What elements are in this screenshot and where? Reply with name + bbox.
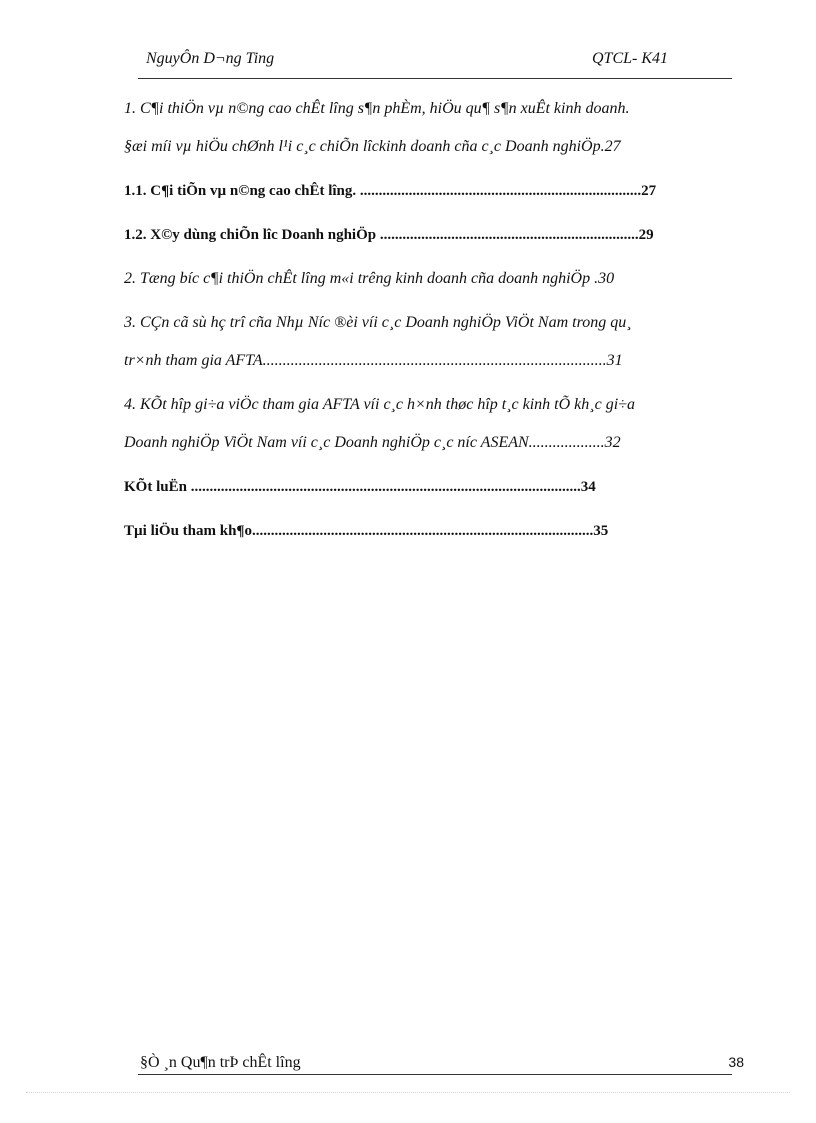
toc-entry-3-leader: ...................................................................................... — [262, 352, 607, 369]
toc-entry-4-line-2-title: Doanh nghiÖp ViÖt Nam víi c¸c Doanh nghiÖp c¸c níc ASEAN — [124, 434, 529, 451]
toc-entry-1-2-page: 29 — [638, 227, 654, 243]
page-number: 38 — [728, 1054, 744, 1070]
toc-entry-1-2-leader: ..................................................................... — [379, 227, 639, 243]
toc-entry-conclusion-leader: ........................................................................................................ — [190, 479, 581, 495]
toc-entry-1-line-1: 1. C¶i thiÖn vµ n©ng cao chÊt lîng s¶n phÈm, hiÖu qu¶ s¶n xuÊt kinh doanh. — [124, 100, 630, 117]
toc-entry-conclusion-title: KÕt luËn — [124, 479, 191, 495]
toc-entry-3-line-1: 3. CÇn cã sù hç trî cña Nhµ Níc ®èi víi c¸c Doanh nghiÖp ViÖt Nam trong qu¸ — [124, 314, 632, 331]
toc-entry-references-leader: ........................................................................................... — [252, 523, 594, 539]
toc-entry-3-line-2 — [124, 346, 744, 376]
toc-entry-4-line-1: 4. KÕt hîp gi÷a viÖc tham gia AFTA víi c¸c h×nh thøc hîp t¸c kinh tÕ kh¸c gi÷a — [124, 396, 635, 413]
toc-entry-1-1 — [124, 176, 744, 206]
footer-title: §Ò ¸n Qu¶n trÞ chÊt lîng — [140, 1054, 301, 1071]
toc-entry-4-line-2 — [124, 428, 744, 458]
toc-entry-3-line-2-title: tr×nh tham gia AFTA — [124, 352, 263, 369]
toc-entry-4-page: 32 — [604, 434, 621, 451]
toc-entry-1-2 — [124, 220, 744, 250]
toc-entry-conclusion-page: 34 — [580, 479, 596, 495]
toc-entry-references — [124, 516, 744, 546]
toc-entry-1-2-title: 1.2. X©y dùng chiÕn lîc Doanh nghiÖp — [124, 227, 380, 243]
toc-entry-2: 2. Tæng bíc c¶i thiÖn chÊt lîng m«i trêng kinh doanh cña doanh nghiÖp .30 — [124, 270, 615, 287]
toc-entry-4-leader: ................... — [528, 434, 605, 451]
toc-entry-3-page: 31 — [606, 352, 623, 369]
class-code: QTCL- K41 — [592, 50, 669, 67]
author-name: NguyÔn D¬ng Ting — [146, 50, 275, 67]
toc-entry-1-1-leader: ........................................................................... — [359, 183, 642, 199]
toc-entry-conclusion — [124, 472, 744, 502]
page-header — [138, 50, 732, 79]
bottom-dotted-rule — [26, 1092, 790, 1093]
toc-entry-1-1-title: 1.1. C¶i tiÕn vµ n©ng cao chÊt lîng. — [124, 183, 360, 199]
toc-entry-references-title: Tµi liÖu tham kh¶o — [124, 523, 253, 539]
toc-entry-1-1-page: 27 — [641, 183, 657, 199]
page-footer — [138, 1054, 744, 1075]
toc-entry-1-line-2: §æi míi vµ hiÖu chØnh l¹i c¸c chiÕn lîckinh doanh cña c¸c Doanh nghiÖp.27 — [124, 138, 621, 155]
toc-entry-references-page: 35 — [593, 523, 609, 539]
table-of-contents — [124, 94, 744, 546]
